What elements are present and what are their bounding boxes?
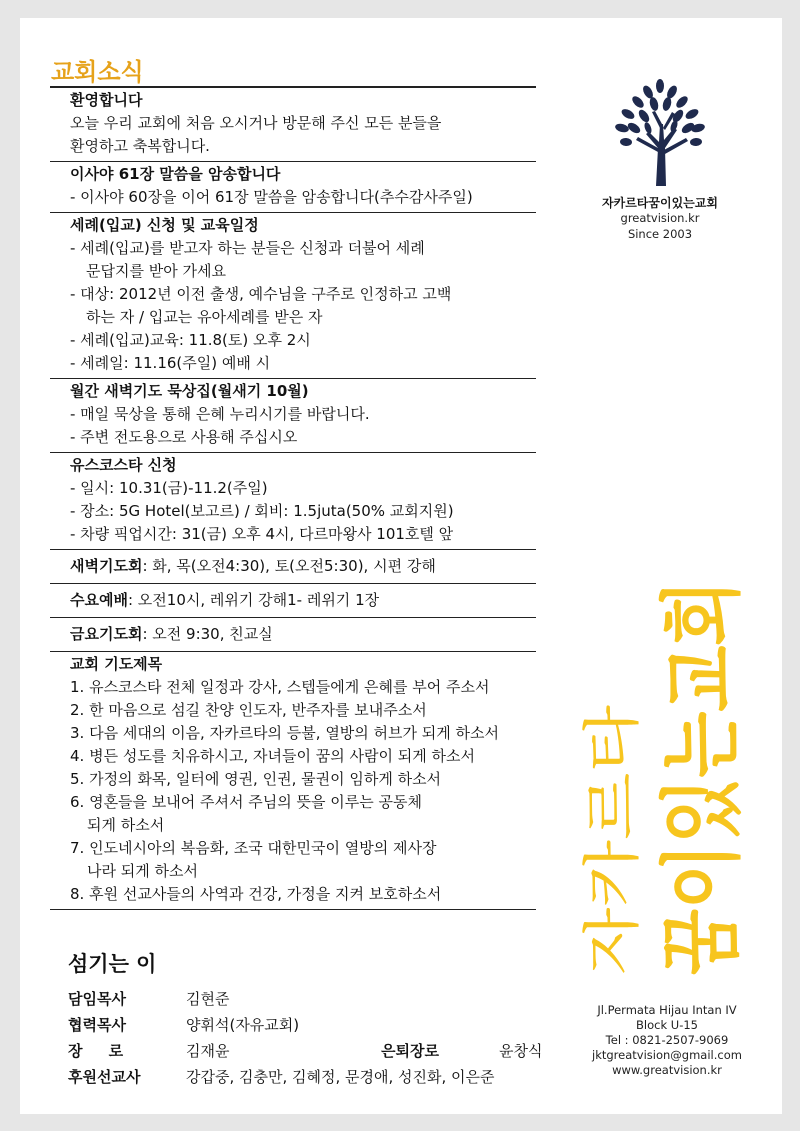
retired-elder-row [381, 1040, 542, 1061]
assoc-pastor-label: 협력목사 [68, 1016, 126, 1034]
memorize-section [50, 161, 536, 212]
devotional-section [50, 378, 536, 452]
section-title: 유스코스타 신청 [70, 456, 177, 474]
prayer-item: 4. 병든 성도를 치유하시고, 자녀들이 꿈의 사람이 되게 하소서 [70, 747, 475, 765]
vertical-name-line-1: 자카르타 [578, 750, 646, 975]
friday-prayer-section [50, 617, 536, 651]
prayer-item: 6. 영혼들을 보내어 주셔서 주님의 뜻을 이루는 공동체 [70, 793, 422, 811]
email-line: jktgreatvision@gmail.com [592, 1048, 742, 1062]
address-line: Block U-15 [636, 1018, 698, 1032]
prayer-item: 7. 인도네시아의 복음화, 조국 대한민국이 열방의 제사장 [70, 839, 437, 857]
church-website: greatvision.kr [620, 211, 700, 225]
section-title: 교회 기도제목 [70, 655, 163, 673]
retired-elder-name: 윤창식 [499, 1042, 543, 1060]
friday-prayer-text: : 오전 9:30, 친교실 [142, 625, 273, 643]
senior-pastor-row [68, 988, 229, 1009]
missionaries-row [68, 1066, 495, 1087]
section-line: - 대상: 2012년 이전 출생, 예수님을 구주로 인정하고 고백 [70, 285, 452, 303]
section-line: - 세례(입교)교육: 11.8(토) 오후 2시 [70, 331, 311, 349]
servers-title: 섬기는 이 [68, 952, 157, 976]
section-line: 오늘 우리 교회에 처음 오시거나 방문해 주신 모든 분들을 [70, 114, 442, 132]
section-line: 하는 자 / 입교는 유아세례를 받은 자 [86, 308, 323, 326]
senior-pastor-name: 김현준 [186, 990, 230, 1008]
page-title: 교회소식 [51, 58, 144, 86]
church-name: 자카르타꿈이있는교회 [602, 196, 718, 210]
website-line: www.greatvision.kr [612, 1063, 722, 1077]
assoc-pastor-name: 양휘석(자유교회) [186, 1016, 300, 1034]
section-line: - 세례일: 11.16(주일) 예배 시 [70, 354, 271, 372]
friday-prayer-label: 금요기도회 [70, 625, 143, 643]
section-title: 세례(입교) 신청 및 교육일정 [70, 216, 259, 234]
church-address [592, 1003, 742, 1078]
church-since: Since 2003 [627, 227, 693, 241]
section-line: - 일시: 10.31(금)-11.2(주일) [70, 479, 268, 497]
church-tree-logo [600, 78, 720, 188]
missionaries-label: 후원선교사 [68, 1068, 141, 1086]
dawn-prayer-section [50, 549, 536, 583]
prayer-item: 되게 하소서 [87, 816, 165, 834]
prayer-item: 1. 유스코스타 전체 일정과 강사, 스텝들에게 은혜를 부어 주소서 [70, 678, 490, 696]
vertical-name-line-2: 꿈이있는교회 [655, 499, 750, 975]
dawn-prayer-label: 새벽기도회 [70, 557, 143, 575]
prayer-topics-section [50, 651, 536, 910]
wednesday-service-section [50, 583, 536, 617]
section-line: - 세례(입교)를 받고자 하는 분들은 신청과 더불어 세례 [70, 239, 425, 257]
prayer-item: 3. 다음 세대의 이음, 자카르타의 등불, 열방의 허브가 되게 하소서 [70, 724, 500, 742]
elder-name: 김재윤 [186, 1042, 230, 1060]
section-line: 환영하고 축복합니다. [70, 137, 210, 155]
section-line: - 이사야 60장을 이어 61장 말씀을 암송합니다(추수감사주일) [70, 188, 473, 206]
section-line: - 매일 묵상을 통해 은혜 누리시기를 바랍니다. [70, 405, 370, 423]
prayer-item: 8. 후원 선교사들의 사역과 건강, 가정을 지켜 보호하소서 [70, 885, 442, 903]
prayer-item: 5. 가정의 화목, 일터에 영권, 인권, 물권이 임하게 하소서 [70, 770, 442, 788]
phone-line: Tel : 0821-2507-9069 [605, 1033, 729, 1047]
elder-row [68, 1040, 229, 1061]
baptism-section [50, 212, 536, 378]
wednesday-service-label: 수요예배 [70, 591, 128, 609]
section-line: - 차량 픽업시간: 31(금) 오후 4시, 다르마왕사 101호텔 앞 [70, 525, 454, 543]
prayer-item: 2. 한 마음으로 섬길 찬양 인도자, 반주자를 보내주소서 [70, 701, 427, 719]
section-line: - 장소: 5G Hotel(보고르) / 회비: 1.5juta(50% 교회지원) [70, 502, 454, 520]
section-title: 이사야 61장 말씀을 암송합니다 [70, 165, 281, 183]
dawn-prayer-text: : 화, 목(오전4:30), 토(오전5:30), 시편 강해 [142, 557, 436, 575]
missionaries-names: 강갑중, 김충만, 김혜정, 문경애, 성진화, 이은준 [186, 1068, 495, 1086]
vertical-church-name [570, 499, 750, 980]
elder-label: 장 로 [68, 1042, 124, 1060]
retired-elder-label: 은퇴장로 [381, 1042, 439, 1060]
wednesday-service-text: : 오전10시, 레위기 강해1- 레위기 1장 [127, 591, 380, 609]
address-line: Jl.Permata Hijau Intan IV [597, 1003, 737, 1017]
section-line: 문답지를 받아 가세요 [86, 262, 226, 280]
section-line: - 주변 전도용으로 사용해 주십시오 [70, 428, 298, 446]
welcome-section [50, 86, 536, 161]
assoc-pastor-row [68, 1014, 299, 1035]
section-title: 월간 새벽기도 묵상집(월새기 10월) [70, 382, 309, 400]
news-column [50, 86, 536, 910]
prayer-item: 나라 되게 하소서 [87, 862, 198, 880]
section-title: 환영합니다 [70, 91, 143, 109]
youth-costa-section [50, 452, 536, 549]
senior-pastor-label: 담임목사 [68, 990, 126, 1008]
